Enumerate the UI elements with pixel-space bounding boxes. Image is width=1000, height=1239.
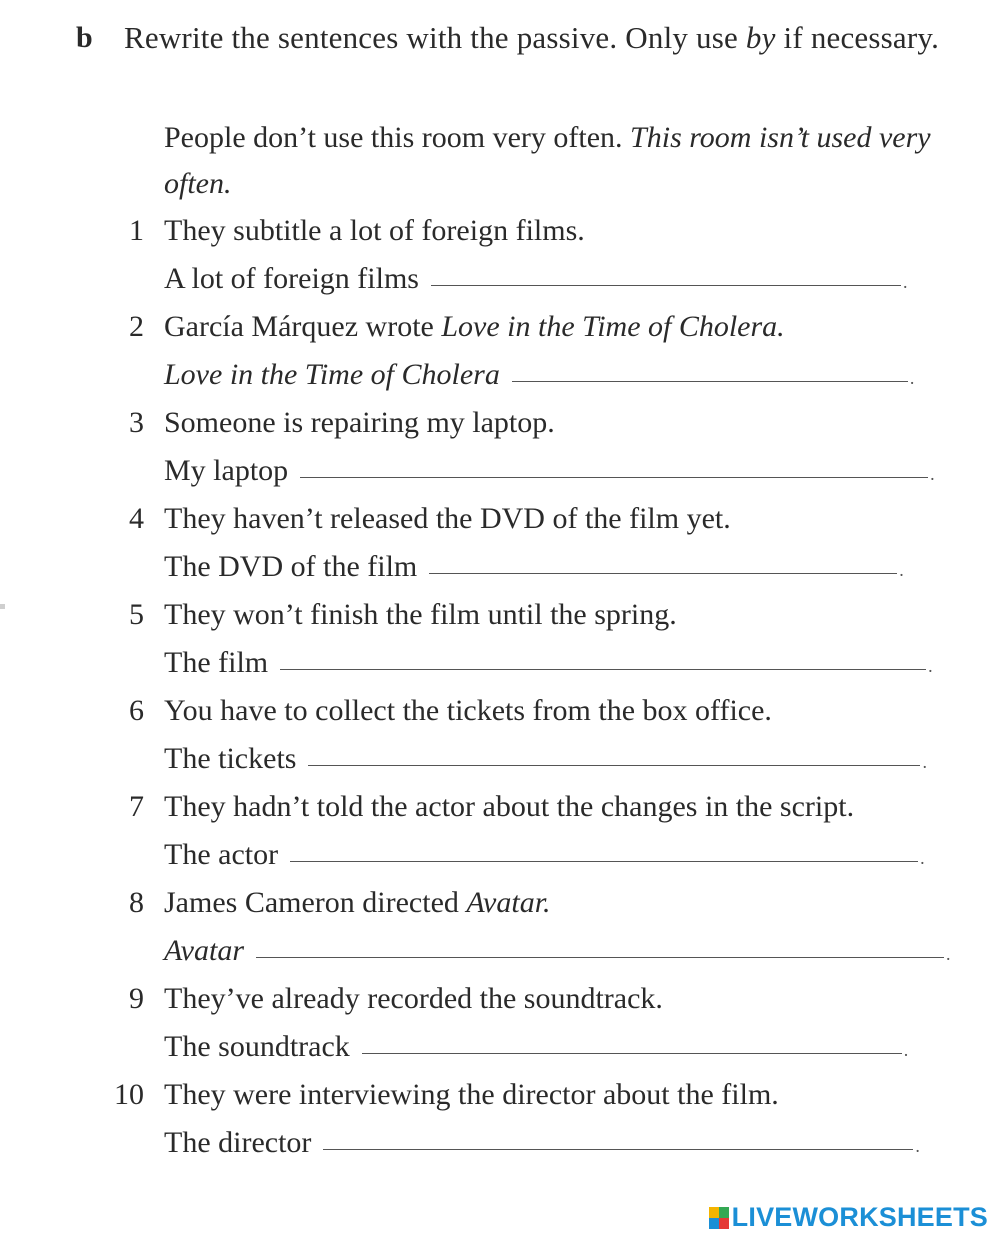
answer-line — [164, 543, 964, 591]
answer-blank-9[interactable] — [362, 1023, 902, 1054]
answer-start: The DVD of the film — [164, 550, 418, 583]
question-sentence: They were interviewing the director about the film. — [164, 1078, 779, 1111]
question-number: 4 — [129, 502, 144, 535]
answer-line — [164, 447, 964, 495]
answer-line — [164, 639, 964, 687]
answer-start: The soundtrack — [164, 1030, 350, 1063]
question-text — [164, 495, 954, 543]
question-text — [164, 783, 954, 831]
question-item-6 — [0, 687, 1000, 783]
answer-blank-8[interactable] — [256, 927, 944, 958]
margin-mark — [0, 604, 5, 609]
question-number: 3 — [129, 406, 144, 439]
exercise-instruction — [124, 14, 964, 62]
question-item-1 — [0, 207, 1000, 303]
liveworksheets-watermark — [705, 1202, 992, 1233]
exercise-letter: b — [76, 21, 93, 54]
answer-period: . — [930, 464, 935, 484]
answer-start: A lot of foreign films — [164, 262, 419, 295]
answer-period: . — [909, 368, 915, 388]
answer-start: Avatar — [164, 934, 244, 967]
question-list — [0, 207, 1000, 1167]
answer-line — [164, 255, 964, 303]
question-text — [164, 207, 954, 255]
answer-start: The tickets — [164, 742, 297, 775]
answer-period: . — [899, 560, 904, 580]
question-text — [164, 399, 954, 447]
question-number: 1 — [129, 214, 144, 247]
question-number: 9 — [129, 982, 144, 1015]
question-number: 7 — [129, 790, 144, 823]
question-text — [164, 975, 954, 1023]
answer-blank-4[interactable] — [429, 543, 897, 574]
answer-period: . — [920, 848, 925, 868]
answer-period: . — [946, 944, 951, 964]
question-item-2 — [0, 303, 1000, 399]
question-number: 10 — [114, 1078, 144, 1111]
question-sentence: They haven’t released the DVD of the film yet. — [164, 502, 731, 535]
question-item-7 — [0, 783, 1000, 879]
answer-line — [164, 831, 964, 879]
question-number: 8 — [129, 886, 144, 919]
question-text — [164, 1071, 954, 1119]
answer-line — [164, 735, 964, 783]
example-answer: This room isn’t used very often. — [164, 121, 931, 200]
answer-line — [164, 351, 964, 399]
example-prompt: People don’t use this room very often. — [164, 121, 631, 154]
question-sentence: Someone is repairing my laptop. — [164, 406, 555, 439]
answer-period: . — [903, 1040, 909, 1060]
question-sentence: García Márquez wrote — [164, 310, 442, 343]
question-title-italic: Love in the Time of Cholera. — [441, 310, 785, 343]
question-text — [164, 879, 954, 927]
answer-blank-10[interactable] — [323, 1119, 913, 1150]
instruction-text-1: Rewrite the sentences with the passive. Only use — [124, 20, 746, 55]
question-item-9 — [0, 975, 1000, 1071]
question-sentence: James Cameron directed — [164, 886, 467, 919]
question-title-italic: Avatar. — [466, 886, 551, 919]
answer-blank-6[interactable] — [308, 735, 920, 766]
question-item-10 — [0, 1071, 1000, 1167]
answer-period: . — [915, 1136, 920, 1156]
answer-start: The director — [164, 1126, 312, 1159]
instruction-by: by — [745, 20, 776, 55]
answer-period: . — [928, 656, 933, 676]
example-sentence — [164, 115, 964, 207]
answer-period: . — [922, 752, 927, 772]
question-number: 6 — [129, 694, 144, 727]
answer-blank-5[interactable] — [280, 639, 926, 670]
question-number: 5 — [129, 598, 144, 631]
answer-blank-1[interactable] — [431, 255, 901, 286]
answer-blank-3[interactable] — [300, 447, 928, 478]
question-item-8 — [0, 879, 1000, 975]
answer-line — [164, 1023, 964, 1071]
answer-start: My laptop — [164, 454, 289, 487]
question-sentence: You have to collect the tickets from the box office. — [164, 694, 772, 727]
instruction-text-2: if necessary. — [775, 20, 940, 55]
answer-blank-2[interactable] — [512, 351, 908, 382]
answer-line — [164, 1119, 964, 1167]
answer-line — [164, 927, 964, 975]
question-item-4 — [0, 495, 1000, 591]
question-text — [164, 591, 954, 639]
answer-blank-7[interactable] — [290, 831, 918, 862]
question-text — [164, 687, 954, 735]
watermark-text: LIVEWORKSHEETS — [731, 1202, 988, 1232]
question-item-3 — [0, 399, 1000, 495]
question-sentence: They subtitle a lot of foreign films. — [164, 214, 585, 247]
question-number: 2 — [129, 310, 144, 343]
answer-period: . — [902, 272, 908, 292]
answer-start: The film — [164, 646, 269, 679]
question-sentence: They hadn’t told the actor about the changes in the script. — [164, 790, 855, 823]
question-sentence: They’ve already recorded the soundtrack. — [164, 982, 663, 1015]
question-item-5 — [0, 591, 1000, 687]
liveworksheets-logo-icon — [709, 1207, 729, 1229]
question-text — [164, 303, 954, 351]
answer-start: Love in the Time of Cholera — [164, 358, 500, 391]
answer-start: The actor — [164, 838, 279, 871]
question-sentence: They won’t finish the film until the spring. — [164, 598, 677, 631]
